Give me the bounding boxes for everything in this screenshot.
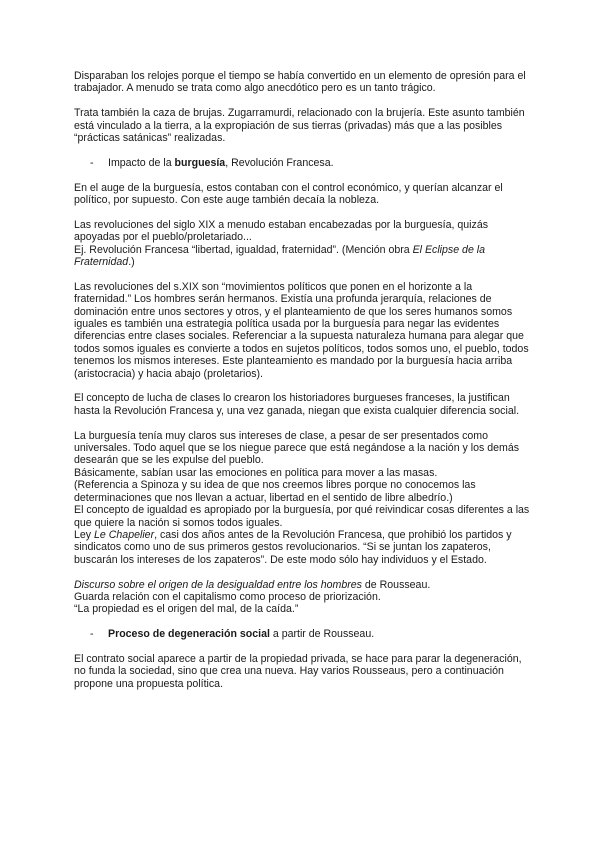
intereses-line-2: Básicamente, sabían usar las emociones en política para mover a las masas. — [74, 466, 438, 479]
discurso-line-2: Guarda relación con el capitalismo como proceso de priorización. — [74, 590, 381, 603]
ley-pre: Ley — [74, 528, 95, 541]
discurso-line-3: “La propiedad es el origen del mal, de la caída.” — [74, 603, 299, 616]
paragraph-discurso — [74, 579, 530, 616]
bullet-text-post: a partir de Rousseau. — [269, 628, 375, 641]
bullet-degeneracion — [74, 628, 530, 640]
intereses-line-1: La burguesía tenía muy claros sus intereses de clase, a pesar de ser presentados como universales. Todo aquel que se los niegue parece que está negándose a la nación y los demás desearán que se les expulse del pueblo. — [74, 429, 520, 467]
discurso-post: de Rousseau. — [361, 578, 431, 591]
bullet-burguesia — [74, 157, 530, 169]
paragraph-auge: En el auge de la burguesía, estos contaban con el control económico, y querían alcanzar el político, por supuesto. Con este auge también decaía la nobleza. — [74, 181, 503, 207]
ejemplo-post: .) — [128, 256, 135, 269]
paragraph-relojes: Disparaban los relojes porque el tiempo se había convertido en un elemento de opresión para el trabajador. A menudo se trata como algo anecdótico pero es un tanto trágico. — [74, 70, 526, 95]
document-page — [74, 70, 530, 703]
discurso-line-1 — [74, 579, 530, 591]
discurso-title: Discurso sobre el origen de la desigualdad entre los hombres — [74, 578, 362, 591]
bullet-dash: - — [90, 628, 94, 641]
ley-post: , casi dos años antes de la Revolución Francesa, que prohibió los partidos y sindicatos como uno de sus primeros gestos revolucionarios. “Si se juntan los zapateros, buscarán los intereses de los zapateros”. De este modo sólo hay individuos y el Estado. — [74, 528, 512, 566]
ley-title: Le Chapelier — [94, 528, 155, 541]
bullet-text-post: , Revolución Francesa. — [225, 156, 334, 169]
bullet-text-bold: Proceso de degeneración social — [108, 628, 270, 641]
paragraph-fraternidad: Las revoluciones del s.XIX son “movimientos políticos que ponen en el horizonte a la fraternidad.” Los hombres serán hermanos. Existía una profunda jerarquía, relaciones de dominación entre unos sectores y otros, y el planteamiento de que los seres humanos somos iguales es también una estrategia política usada por la burguesía para negar las evidentes diferencias entre clases sociales. Referenciar a la supuesta naturaleza humana para alegar que todos somos iguales es convierte a todos en sujetos políticos, todos somos uno, el pueblo, todos tenemos los mismos intereses. Este planteamiento es mandado por la burguesía hacia arriba (aristocracia) y hacia abajo (proletarios). — [74, 280, 529, 380]
bullet-text-bold: burguesía — [174, 156, 226, 169]
ejemplo-pre: Ej. Revolución Francesa “libertad, igualdad, fraternidad”. (Mención obra — [74, 243, 413, 256]
intereses-line-3: (Referencia a Spinoza y su idea de que nos creemos libres porque no conocemos las determinaciones que nos llevan a actuar, libertad en el sentido de libre albedrío.) — [74, 479, 476, 504]
bullet-text-pre: Impacto de la — [108, 156, 175, 169]
bullet-dash: - — [90, 156, 94, 169]
intereses-line-4: El concepto de igualdad es apropiado por la burguesía, por qué reivindicar cosas diferentes a las que quiere la nación si somos todos iguales. — [74, 504, 530, 529]
paragraph-lucha-clases: El concepto de lucha de clases lo crearon los historiadores burgueses franceses, la justifican hasta la Revolución Francesa y, una vez ganada, niegan que exista cualquier diferencia social. — [74, 392, 520, 417]
paragraph-contrato: El contrato social aparece a partir de la propiedad privada, se hace para parar la degeneración, no funda la sociedad, sino que crea una nueva. Hay varios Rousseaus, pero a continuación propone una propuesta política. — [74, 652, 522, 690]
revoluciones-line: Las revoluciones del siglo XIX a menudo estaban encabezadas por la burguesía, quizás apoyadas por el pueblo/proletariado... — [74, 218, 489, 244]
paragraph-brujas: Trata también la caza de brujas. Zugarramurdi, relacionado con la brujería. Este asunto también está vinculado a la tierra, a la expropiación de sus tierras (privadas) más que a las posibles “prácticas satánicas” realizadas. — [74, 107, 525, 145]
intereses-line-5 — [74, 529, 530, 566]
paragraph-intereses — [74, 430, 530, 566]
obra-title: El Eclipse de la Fraternidad — [74, 243, 486, 269]
paragraph-revoluciones — [74, 219, 530, 269]
